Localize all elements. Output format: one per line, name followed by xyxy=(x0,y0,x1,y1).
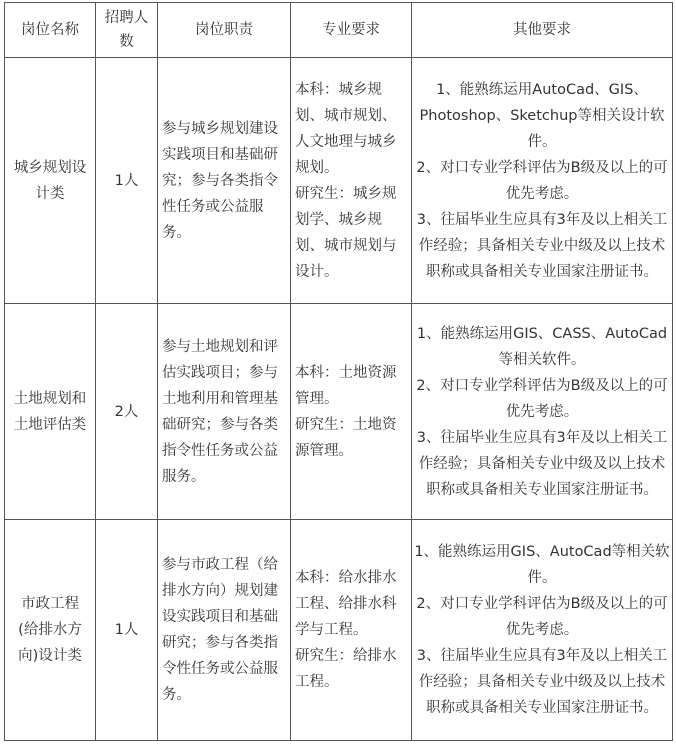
requirement-evaluation: 2、对口专业学科评估为B级及以上的可优先考虑。 xyxy=(416,159,668,202)
requirement-evaluation: 2、对口专业学科评估为B级及以上的可优先考虑。 xyxy=(416,377,668,420)
position-name-cell: 市政工程(给排水方向)设计类 xyxy=(5,520,96,741)
recruitment-table xyxy=(4,2,673,741)
other-requirements-cell xyxy=(412,304,673,520)
major-cell xyxy=(291,304,412,520)
header-duty: 岗位职责 xyxy=(158,3,291,58)
recruit-count-cell: 2人 xyxy=(96,304,158,520)
header-recruit-count: 招聘人数 xyxy=(96,3,158,58)
header-other: 其他要求 xyxy=(412,3,673,58)
duty-cell: 参与土地规划和评估实践项目；参与土地利用和管理基础研究；参与各类指令性任务或公益服务。 xyxy=(158,304,291,520)
recruit-count-cell: 1人 xyxy=(96,58,158,304)
table-row xyxy=(5,520,673,741)
major-grad: 研究生：给排水工程。 xyxy=(295,648,397,690)
requirement-software: 1、能熟练运用GIS、CASS、AutoCad等相关软件。 xyxy=(416,325,668,368)
major-grad: 研究生：土地资源管理。 xyxy=(295,416,397,459)
major-grad: 研究生：城乡规划学、城乡规划、城市规划与设计。 xyxy=(295,185,397,280)
major-cell xyxy=(291,520,412,741)
table-header-row xyxy=(5,3,673,58)
major-undergrad: 本科：给水排水工程、给排水科学与工程。 xyxy=(295,570,397,638)
table-row xyxy=(5,58,673,304)
position-name-cell: 土地规划和土地评估类 xyxy=(5,304,96,520)
position-name-cell: 城乡规划设计类 xyxy=(5,58,96,304)
table-row xyxy=(5,304,673,520)
major-undergrad: 本科：土地资源管理。 xyxy=(295,364,397,407)
duty-cell: 参与市政工程（给排水方向）规划建设实践项目和基础研究；参与各类指令性任务或公益服务。 xyxy=(158,520,291,741)
header-major: 专业要求 xyxy=(291,3,412,58)
major-undergrad: 本科：城乡规划、城市规划、人文地理与城乡规划。 xyxy=(295,81,397,176)
requirement-software: 1、能熟练运用GIS、AutoCad等相关软件。 xyxy=(414,544,670,586)
header-position-name: 岗位名称 xyxy=(5,3,96,58)
requirement-evaluation: 2、对口专业学科评估为B级及以上的可优先考虑。 xyxy=(416,596,668,638)
recruit-count-cell: 1人 xyxy=(96,520,158,741)
major-cell xyxy=(291,58,412,304)
requirement-experience: 3、往届毕业生应具有3年及以上相关工作经验；具备相关专业中级及以上技术职称或具备相关专业国家注册证书。 xyxy=(416,648,668,716)
requirement-experience: 3、往届毕业生应具有3年及以上相关工作经验；具备相关专业中级及以上技术职称或具备相关专业国家注册证书。 xyxy=(416,429,668,498)
requirement-experience: 3、往届毕业生应具有3年及以上相关工作经验；具备相关专业中级及以上技术职称或具备相关专业国家注册证书。 xyxy=(416,211,668,280)
other-requirements-cell xyxy=(412,520,673,741)
other-requirements-cell xyxy=(412,58,673,304)
duty-cell: 参与城乡规划建设实践项目和基础研究；参与各类指令性任务或公益服务。 xyxy=(158,58,291,304)
requirement-software: 1、能熟练运用AutoCad、GIS、Photoshop、Sketchup等相关设计软件。 xyxy=(419,81,665,150)
